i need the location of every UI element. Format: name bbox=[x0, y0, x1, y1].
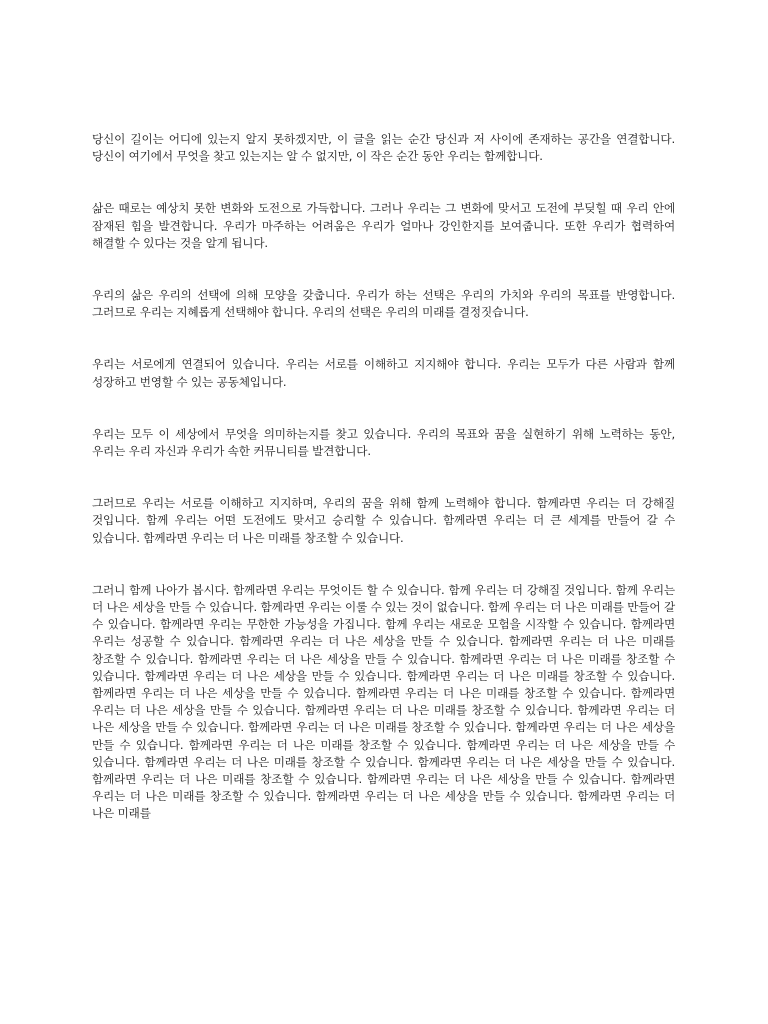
document-body bbox=[92, 131, 675, 823]
paragraph-2: 삶은 때로는 예상치 못한 변화와 도전으로 가득합니다. 그러나 우리는 그 변화에 맞서고 도전에 부딪힐 때 우리 안에 잠재된 힘을 발견합니다. 우리가 마주하는 어려움은 우리가 얼마나 강인한지를 보여줍니다. 또한 우리가 협력하여 해결할 수 있다는 것을 알게 됩니다. bbox=[92, 201, 675, 250]
paragraph-6: 그러므로 우리는 서로를 이해하고 지지하며, 우리의 꿈을 위해 함께 노력해야 합니다. 함께라면 우리는 더 강해질 것입니다. 함께 우리는 어떤 도전에도 맞서고 승리할 수 있습니다. 함께라면 우리는 더 큰 세계를 만들어 갈 수 있습니다. 함께라면 우리는 더 나은 미래를 창조할 수 있습니다. bbox=[92, 496, 675, 545]
paragraph-5: 우리는 모두 이 세상에서 무엇을 의미하는지를 찾고 있습니다. 우리의 목표와 꿈을 실현하기 위해 노력하는 동안, 우리는 우리 자신과 우리가 속한 커뮤니티를 발견합니다. bbox=[92, 426, 675, 459]
paragraph-1: 당신이 길이는 어디에 있는지 알지 못하겠지만, 이 글을 읽는 순간 당신과 저 사이에 존재하는 공간을 연결합니다. 당신이 여기에서 무엇을 찾고 있는지는 알 수 없지만, 이 작은 순간 동안 우리는 함께합니다. bbox=[92, 132, 675, 164]
paragraph-3: 우리의 삶은 우리의 선택에 의해 모양을 갖춥니다. 우리가 하는 선택은 우리의 가치와 우리의 목표를 반영합니다. 그러므로 우리는 지혜롭게 선택해야 합니다. 우리의 선택은 우리의 미래를 결정짓습니다. bbox=[92, 288, 675, 320]
paragraph-4: 우리는 서로에게 연결되어 있습니다. 우리는 서로를 이해하고 지지해야 합니다. 우리는 모두가 다른 사람과 함께 성장하고 번영할 수 있는 공동체입니다. bbox=[92, 357, 675, 389]
paragraph-7: 그러니 함께 나아가 봅시다. 함께라면 우리는 무엇이든 할 수 있습니다. 함께 우리는 더 강해질 것입니다. 함께 우리는 더 나은 세상을 만들 수 있습니다. 함께라면 우리는 이룰 수 있는 것이 없습니다. 함께 우리는 더 나은 미래를 만들어 갈 수 있습니다. 함께라면 우리는 무한한 가능성을 가집니다. 함께 우리는 새로운 모험을 시작할 수 있습니다. 함께라면 우리는 성공할 수 있습니다. 함께라면 우리는 더 나은 세상을 만들 수 있습니다. 함께라면 우리는 더 나은 미래를 창조할 수 있습니다. 함께라면 우리는 더 나은 세상을 만들 수 있습니다. 함께라면 우리는 더 나은 미래를 창조할 수 있습니다. 함께라면 우리는 더 나은 세상을 만들 수 있습니다. 함께라면 우리는 더 나은 미래를 창조할 수 있습니다. 함께라면 우리는 더 나은 세상을 만들 수 있습니다. 함께라면 우리는 더 나은 미래를 창조할 수 있습니다. 함께라면 우리는 더 나은 세상을 만들 수 있습니다. 함께라면 우리는 더 나은 미래를 창조할 수 있습니다. 함께라면 우리는 더 나은 세상을 만들 수 있습니다. 함께라면 우리는 더 나은 미래를 창조할 수 있습니다. 함께라면 우리는 더 나은 세상을 만들 수 있습니다. 함께라면 우리는 더 나은 미래를 창조할 수 있습니다. 함께라면 우리는 더 나은 세상을 만들 수 있습니다. 함께라면 우리는 더 나은 미래를 창조할 수 있습니다. 함께라면 우리는 더 나은 세상을 만들 수 있습니다. 함께라면 우리는 더 나은 미래를 창조할 수 있습니다. 함께라면 우리는 더 나은 세상을 만들 수 있습니다. 함께라면 우리는 더 나은 미래를 창조할 수 있습니다. 함께라면 우리는 더 나은 세상을 만들 수 있습니다. 함께라면 우리는 더 나은 미래를 bbox=[92, 582, 675, 821]
